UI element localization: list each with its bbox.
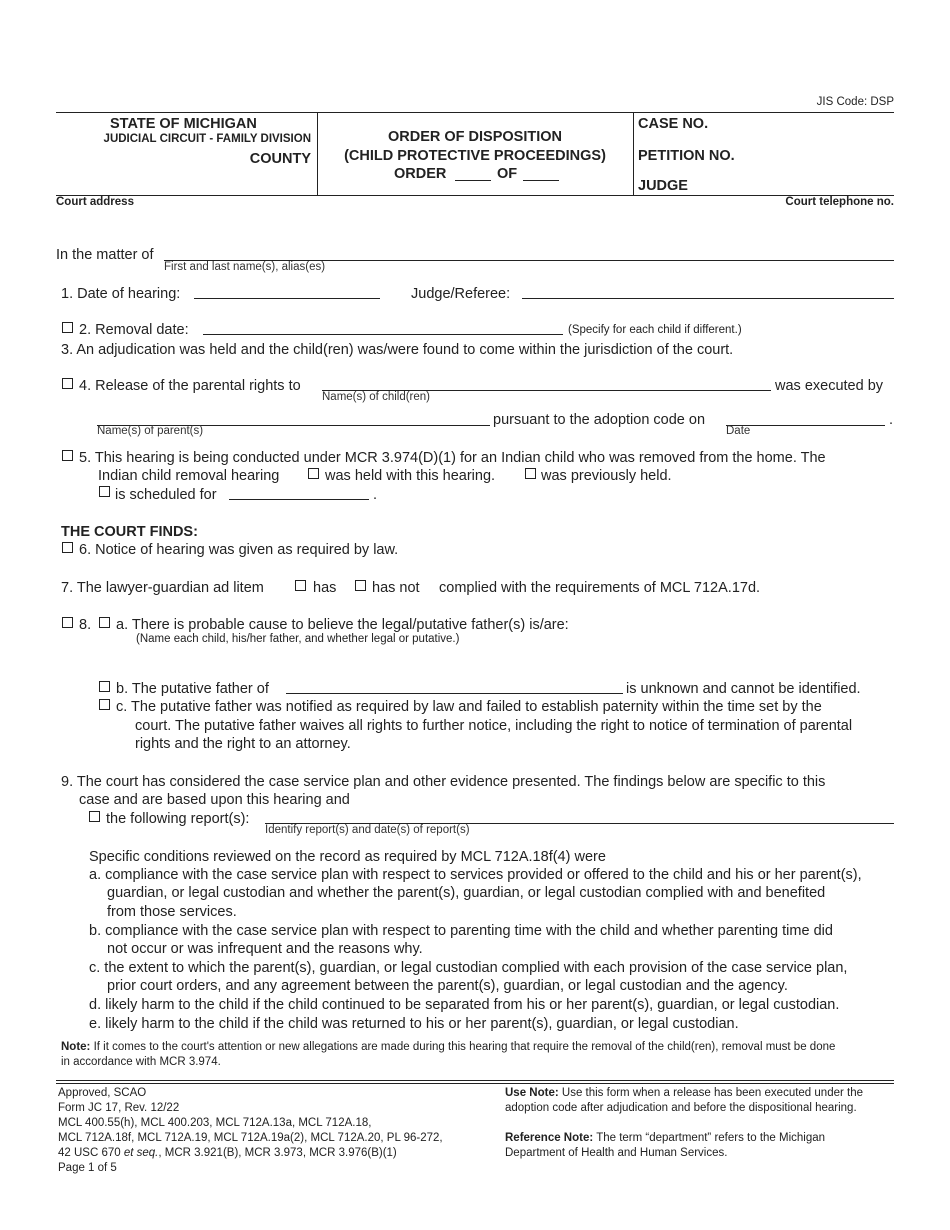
item7-label: 7. The lawyer-guardian ad litem bbox=[61, 580, 264, 596]
item9-line1: 9. The court has considered the case service plan and other evidence presented. The findings below are specific to this bbox=[61, 774, 826, 790]
item5-line2: Indian child removal hearing bbox=[98, 468, 280, 484]
item4-executed: was executed by bbox=[775, 378, 884, 394]
held-with-hearing-checkbox[interactable] bbox=[308, 468, 319, 479]
page-number: Page 1 of 5 bbox=[58, 1162, 117, 1174]
matter-caption: First and last name(s), alias(es) bbox=[164, 261, 326, 273]
reports-caption: Identify report(s) and date(s) of report(s) bbox=[265, 824, 470, 836]
reports-checkbox[interactable] bbox=[89, 811, 100, 822]
condition-a-line1: a. compliance with the case service plan with respect to services provided or offered to the child and his or her parent(s), bbox=[89, 867, 862, 883]
jis-code: JIS Code: DSP bbox=[816, 96, 894, 108]
putative-father-child-field[interactable] bbox=[286, 693, 623, 694]
case-no-label[interactable]: CASE NO. bbox=[638, 116, 709, 132]
footer-notes bbox=[505, 1086, 893, 1161]
item8c-checkbox[interactable] bbox=[99, 699, 110, 710]
court-header-cell bbox=[56, 112, 318, 196]
child-names-caption: Name(s) of child(ren) bbox=[322, 391, 430, 403]
item2-checkbox[interactable] bbox=[62, 322, 73, 333]
item2-note: (Specify for each child if different.) bbox=[568, 324, 742, 336]
note-line1: If it comes to the court's attention or new allegations are made during this hearing that require the removal of the child(ren), removal must be done bbox=[93, 1041, 836, 1053]
circuit-label: JUDICIAL CIRCUIT - FAMILY DIVISION bbox=[103, 133, 311, 145]
form-title: ORDER OF DISPOSITION bbox=[387, 129, 562, 145]
item4-pursuant: pursuant to the adoption code on bbox=[493, 412, 706, 428]
footer-rule-top bbox=[56, 1080, 894, 1081]
item8b-label: b. The putative father of bbox=[116, 681, 269, 697]
hearing-date-field[interactable] bbox=[194, 298, 380, 299]
judge-label[interactable]: JUDGE bbox=[638, 178, 688, 194]
case-info-cell bbox=[633, 112, 894, 196]
item8a-checkbox[interactable] bbox=[99, 617, 110, 628]
previously-held-label: was previously held. bbox=[541, 468, 672, 484]
header-top-rule bbox=[56, 112, 894, 113]
reports-label: the following report(s): bbox=[106, 811, 250, 827]
item8b-rest: is unknown and cannot be identified. bbox=[626, 681, 861, 697]
has-checkbox[interactable] bbox=[295, 580, 306, 591]
condition-b-line1: b. compliance with the case service plan with respect to parenting time with the child and whether parenting time did bbox=[89, 923, 833, 939]
approved-scao: Approved, SCAO bbox=[58, 1087, 147, 1099]
state-label: STATE OF MICHIGAN bbox=[110, 116, 257, 132]
release-date-caption: Date bbox=[726, 425, 751, 437]
form-number: Form JC 17, Rev. 12/22 bbox=[58, 1102, 180, 1114]
item6-checkbox[interactable] bbox=[62, 542, 73, 553]
conditions-intro: Specific conditions reviewed on the record as required by MCL 712A.18f(4) were bbox=[89, 849, 606, 865]
condition-c-line1: c. the extent to which the parent(s), guardian, or legal custodian complied with each provision of the case service plan, bbox=[89, 960, 848, 976]
condition-d: d. likely harm to the child if the child continued to be separated from his or her parent(s), guardian, or legal custodian. bbox=[89, 997, 840, 1013]
condition-e: e. likely harm to the child if the child was returned to his or her parent(s), guardian, or legal custodian. bbox=[89, 1016, 739, 1032]
item3-text: 3. An adjudication was held and the child(ren) was/were found to come within the jurisdiction of the court. bbox=[61, 342, 734, 358]
matter-label: In the matter of bbox=[56, 247, 154, 263]
has-label: has bbox=[313, 580, 337, 596]
removal-date-field[interactable] bbox=[203, 334, 563, 335]
held-with-hearing-label: was held with this hearing. bbox=[325, 468, 496, 484]
order-word: ORDER bbox=[394, 166, 447, 182]
note-line2: in accordance with MCR 3.974. bbox=[61, 1056, 221, 1068]
judge-referee-field[interactable] bbox=[522, 298, 894, 299]
item4-checkbox[interactable] bbox=[62, 378, 73, 389]
of-word: OF bbox=[497, 166, 518, 182]
scheduled-label: is scheduled for bbox=[115, 487, 217, 503]
condition-a-line2: guardian, or legal custodian and whether the parent(s), guardian, or legal custodian complied with and benefited bbox=[107, 885, 826, 901]
item8b-checkbox[interactable] bbox=[99, 681, 110, 692]
court-finds-heading: THE COURT FINDS: bbox=[61, 524, 198, 540]
petition-no-label[interactable]: PETITION NO. bbox=[638, 148, 735, 164]
mcl-line1: MCL 400.55(h), MCL 400.203, MCL 712A.13a, MCL 712A.18, bbox=[58, 1117, 372, 1129]
footer-spacer bbox=[505, 1116, 893, 1131]
mcl-line3-a: 42 USC 670 bbox=[58, 1147, 124, 1159]
item5-checkbox[interactable] bbox=[62, 450, 73, 461]
parent-names-caption: Name(s) of parent(s) bbox=[97, 425, 204, 437]
mcl-line3-b: et seq. bbox=[123, 1147, 159, 1159]
court-telephone-label: Court telephone no. bbox=[785, 196, 894, 208]
court-address-label: Court address bbox=[56, 196, 134, 208]
note-label: Note: bbox=[61, 1041, 91, 1053]
item8c-line3: rights and the right to an attorney. bbox=[135, 736, 351, 752]
item7-rest: complied with the requirements of MCL 712A.17d. bbox=[439, 580, 761, 596]
title-cell bbox=[317, 112, 634, 196]
item4-label: 4. Release of the parental rights to bbox=[79, 378, 301, 394]
item8c-line1: c. The putative father was notified as required by law and failed to establish paternity within the time set by the bbox=[116, 699, 822, 715]
item4-period: . bbox=[889, 412, 894, 428]
previously-held-checkbox[interactable] bbox=[525, 468, 536, 479]
item8-checkbox[interactable] bbox=[62, 617, 73, 628]
scheduled-date-field[interactable] bbox=[229, 499, 369, 500]
county-label: COUNTY bbox=[249, 151, 311, 167]
reference-note bbox=[505, 1131, 893, 1146]
reference-note-line1: The term “department” refers to the Michigan bbox=[596, 1132, 826, 1144]
item1-label: 1. Date of hearing: bbox=[61, 286, 181, 302]
form-subtitle: (CHILD PROTECTIVE PROCEEDINGS) bbox=[344, 148, 606, 164]
has-not-label: has not bbox=[372, 580, 420, 596]
item5-line1: 5. This hearing is being conducted under MCR 3.974(D)(1) for an Indian child who was removed from the home. The bbox=[79, 450, 826, 466]
item8c-line2: court. The putative father waives all rights to further notice, including the right to notice of termination of parental bbox=[135, 718, 853, 734]
condition-c-line2: prior court orders, and any agreement between the parent(s), guardian, or legal custodian and the agency. bbox=[107, 978, 788, 994]
removal-note bbox=[61, 1040, 895, 1070]
use-note bbox=[505, 1086, 893, 1101]
footer-citation bbox=[58, 1086, 443, 1176]
mcl-line2: MCL 712A.18f, MCL 712A.19, MCL 712A.19a(2), MCL 712A.20, PL 96-272, bbox=[58, 1132, 443, 1144]
item5-period: . bbox=[373, 487, 378, 503]
use-note-line1: Use this form when a release has been executed under the bbox=[561, 1087, 863, 1099]
condition-b-line2: not occur or was infrequent and the reasons why. bbox=[107, 941, 423, 957]
scheduled-checkbox[interactable] bbox=[99, 486, 110, 497]
condition-a-line3: from those services. bbox=[107, 904, 237, 920]
item6-text: 6. Notice of hearing was given as required by law. bbox=[79, 542, 399, 558]
mcl-line3-c: , MCR 3.921(B), MCR 3.973, MCR 3.976(B)(1) bbox=[158, 1147, 397, 1159]
item9-line2: case and are based upon this hearing and bbox=[79, 792, 350, 808]
item8a-note: (Name each child, his/her father, and whether legal or putative.) bbox=[136, 633, 460, 645]
item8a-text: a. There is probable cause to believe the legal/putative father(s) is/are: bbox=[116, 617, 569, 633]
use-note-line2: adoption code after adjudication and before the dispositional hearing. bbox=[505, 1102, 857, 1114]
item8-num: 8. bbox=[79, 617, 92, 633]
order-number-field[interactable] bbox=[455, 180, 491, 181]
mcl-line3 bbox=[58, 1146, 443, 1161]
order-total-field[interactable] bbox=[523, 180, 559, 181]
reference-note-line2: Department of Health and Human Services. bbox=[505, 1147, 728, 1159]
reference-note-label: Reference Note: bbox=[505, 1132, 594, 1144]
use-note-label: Use Note: bbox=[505, 1087, 559, 1099]
judge-referee-label: Judge/Referee: bbox=[411, 286, 511, 302]
has-not-checkbox[interactable] bbox=[355, 580, 366, 591]
item2-label: 2. Removal date: bbox=[79, 322, 189, 338]
footer-rule-bottom bbox=[56, 1083, 894, 1084]
